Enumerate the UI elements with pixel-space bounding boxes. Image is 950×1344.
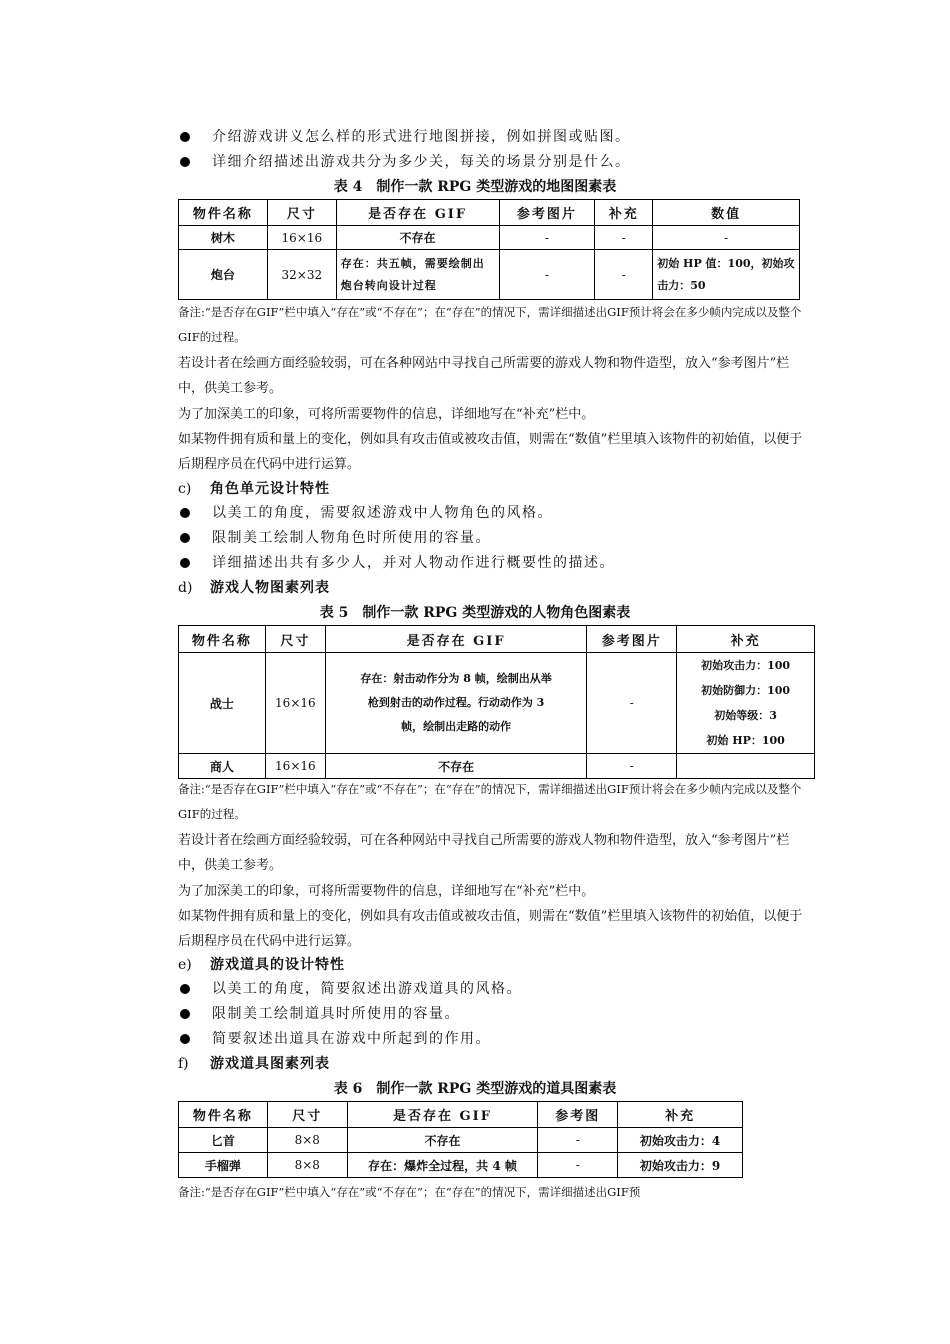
stat-line: 初始 HP：100 xyxy=(706,734,785,747)
paragraph: 为了加深美工的印象，可将所需要物件的信息，详细地写在“补充”栏中。 xyxy=(178,407,595,422)
stat-line: 初始等级：3 xyxy=(714,709,777,722)
table5-caption: 表 5 制作一款 RPG 类型游戏的人物角色图素表 xyxy=(319,605,631,621)
table-cell: 16×16 xyxy=(265,754,325,779)
table-cell: 存在：共五帧，需要绘制出炮台转向设计过程 xyxy=(336,250,499,300)
table-cell: 商人 xyxy=(179,754,266,779)
table-cell xyxy=(325,653,587,754)
bullet-text: 详细描述出共有多少人，并对人物动作进行概要性的描述。 xyxy=(212,555,615,571)
table-cell xyxy=(677,653,815,754)
bullet-dot-icon xyxy=(180,1009,190,1019)
table-cell: - xyxy=(595,250,653,300)
gif-line: 帧，绘制出走路的动作 xyxy=(401,720,512,733)
bullet-text: 简要叙述出道具在游戏中所起到的作用。 xyxy=(212,1031,491,1047)
table-cell: 8×8 xyxy=(267,1153,347,1178)
table-cell: - xyxy=(653,226,800,250)
table-header-cell: 尺寸 xyxy=(267,200,336,226)
table5 xyxy=(178,625,815,779)
section-heading xyxy=(178,479,330,499)
heading-letter: c) xyxy=(178,481,192,497)
table-cell: - xyxy=(587,653,677,754)
table4 xyxy=(178,199,800,300)
table-header-row xyxy=(179,200,800,226)
gif-line: 枪到射击的动作过程。行动动作为 3 xyxy=(367,696,545,709)
table-cell: - xyxy=(587,754,677,779)
table-cell: 不存在 xyxy=(325,754,587,779)
table-cell: 初始 HP 值：100，初始攻击力：50 xyxy=(653,250,800,300)
table-header-cell: 数值 xyxy=(653,200,800,226)
table-row xyxy=(179,226,800,250)
section-heading xyxy=(178,955,345,975)
table-cell: - xyxy=(595,226,653,250)
bullet-text: 限制美工绘制道具时所使用的容量。 xyxy=(212,1006,460,1022)
table-cell: 炮台 xyxy=(179,250,268,300)
bullet-dot-icon xyxy=(180,533,190,543)
remark-paragraph: 备注:“是否存在GIF”栏中填入“存在”或“不存在”；在“存在”的情况下，需详细描述出GIF预计将会在多少帧内完成以及整个GIF的过程。 xyxy=(178,305,802,344)
table-row xyxy=(179,250,800,300)
heading-title: 游戏人物图素列表 xyxy=(210,580,330,596)
table-cell: 16×16 xyxy=(267,226,336,250)
bullet-dot-icon xyxy=(180,508,190,518)
table-header-cell: 补充 xyxy=(595,200,653,226)
heading-title: 游戏道具图素列表 xyxy=(210,1056,330,1072)
bullet-dot-icon xyxy=(180,1034,190,1044)
section-heading xyxy=(178,1054,330,1074)
table-header-cell: 尺寸 xyxy=(267,1102,347,1128)
table-header-cell: 是否存在 GIF xyxy=(347,1102,538,1128)
heading-letter: f) xyxy=(178,1056,189,1072)
bullet-dot-icon xyxy=(180,558,190,568)
bullet-dot-icon xyxy=(180,984,190,994)
table-header-cell: 物件名称 xyxy=(179,626,266,653)
table-header-cell: 补充 xyxy=(677,626,815,653)
table-cell: 树木 xyxy=(179,226,268,250)
table-cell: 不存在 xyxy=(336,226,499,250)
gif-line: 存在：射击动作分为 8 帧，绘制出从举 xyxy=(360,672,552,685)
table-cell: 不存在 xyxy=(347,1128,538,1153)
heading-title: 角色单元设计特性 xyxy=(210,481,330,497)
table4-caption: 表 4 制作一款 RPG 类型游戏的地图图素表 xyxy=(333,179,617,195)
bullet-text: 以美工的角度，简要叙述出游戏道具的风格。 xyxy=(212,981,522,997)
table-header-row xyxy=(179,1102,743,1128)
table-cell: - xyxy=(499,226,595,250)
table-cell: - xyxy=(538,1128,618,1153)
paragraph: 如某物件拥有质和量上的变化，例如具有攻击值或被攻击值，则需在“数值”栏里填入该物件的初始值，以便于后期程序员在代码中进行运算。 xyxy=(178,909,803,949)
table-row xyxy=(179,653,815,754)
stat-line: 初始防御力：100 xyxy=(701,684,791,697)
bullet-text: 限制美工绘制人物角色时所使用的容量。 xyxy=(212,530,491,546)
table-cell: 32×32 xyxy=(267,250,336,300)
table-cell: 初始攻击力：9 xyxy=(618,1153,743,1178)
table-cell xyxy=(677,754,815,779)
bullet-dot-icon xyxy=(180,132,190,142)
table-header-cell: 补充 xyxy=(618,1102,743,1128)
stat-line: 初始攻击力：100 xyxy=(701,659,791,672)
bullet-text: 介绍游戏讲义怎么样的形式进行地图拼接，例如拼图或贴图。 xyxy=(212,129,631,145)
bullet-dot-icon xyxy=(180,157,190,167)
heading-title: 游戏道具的设计特性 xyxy=(210,957,345,973)
remark-paragraph: 备注:“是否存在GIF”栏中填入“存在”或“不存在”；在“存在”的情况下，需详细描述出GIF预计将会在多少帧内完成以及整个GIF的过程。 xyxy=(178,782,802,821)
table-row xyxy=(179,1153,743,1178)
table-cell: 存在：爆炸全过程，共 4 帧 xyxy=(347,1153,538,1178)
remark-paragraph: 备注:“是否存在GIF”栏中填入“存在”或“不存在”；在“存在”的情况下，需详细描述出GIF预 xyxy=(178,1185,641,1199)
bullet-text: 详细介绍描述出游戏共分为多少关，每关的场景分别是什么。 xyxy=(212,154,631,170)
paragraph: 若设计者在绘画方面经验较弱，可在各种网站中寻找自己所需要的游戏人物和物件造型，放入“参考图片”栏中，供美工参考。 xyxy=(178,833,790,873)
heading-letter: d) xyxy=(178,580,193,596)
table-header-cell: 参考图片 xyxy=(587,626,677,653)
table6 xyxy=(178,1101,743,1178)
table-header-cell: 物件名称 xyxy=(179,200,268,226)
paragraph: 为了加深美工的印象，可将所需要物件的信息，详细地写在“补充”栏中。 xyxy=(178,884,595,899)
table-row xyxy=(179,1128,743,1153)
table-header-cell: 物件名称 xyxy=(179,1102,268,1128)
table-cell: 8×8 xyxy=(267,1128,347,1153)
table-cell: - xyxy=(499,250,595,300)
table-cell: - xyxy=(538,1153,618,1178)
heading-letter: e) xyxy=(178,957,192,973)
table-cell: 手榴弹 xyxy=(179,1153,268,1178)
table-header-cell: 尺寸 xyxy=(265,626,325,653)
table-cell: 初始攻击力：4 xyxy=(618,1128,743,1153)
table-cell: 战士 xyxy=(179,653,266,754)
table-row xyxy=(179,754,815,779)
bullet-text: 以美工的角度，需要叙述游戏中人物角色的风格。 xyxy=(212,505,553,521)
section-heading xyxy=(178,578,330,598)
table-cell: 匕首 xyxy=(179,1128,268,1153)
table-header-cell: 是否存在 GIF xyxy=(325,626,587,653)
table-header-cell: 参考图片 xyxy=(499,200,595,226)
paragraph: 如某物件拥有质和量上的变化，例如具有攻击值或被攻击值，则需在“数值”栏里填入该物件的初始值，以便于后期程序员在代码中进行运算。 xyxy=(178,432,803,472)
table-header-cell: 是否存在 GIF xyxy=(336,200,499,226)
table6-caption: 表 6 制作一款 RPG 类型游戏的道具图素表 xyxy=(333,1081,617,1097)
table-header-row xyxy=(179,626,815,653)
table-cell: 16×16 xyxy=(265,653,325,754)
table-header-cell: 参考图 xyxy=(538,1102,618,1128)
paragraph: 若设计者在绘画方面经验较弱，可在各种网站中寻找自己所需要的游戏人物和物件造型，放入“参考图片”栏中，供美工参考。 xyxy=(178,356,790,396)
